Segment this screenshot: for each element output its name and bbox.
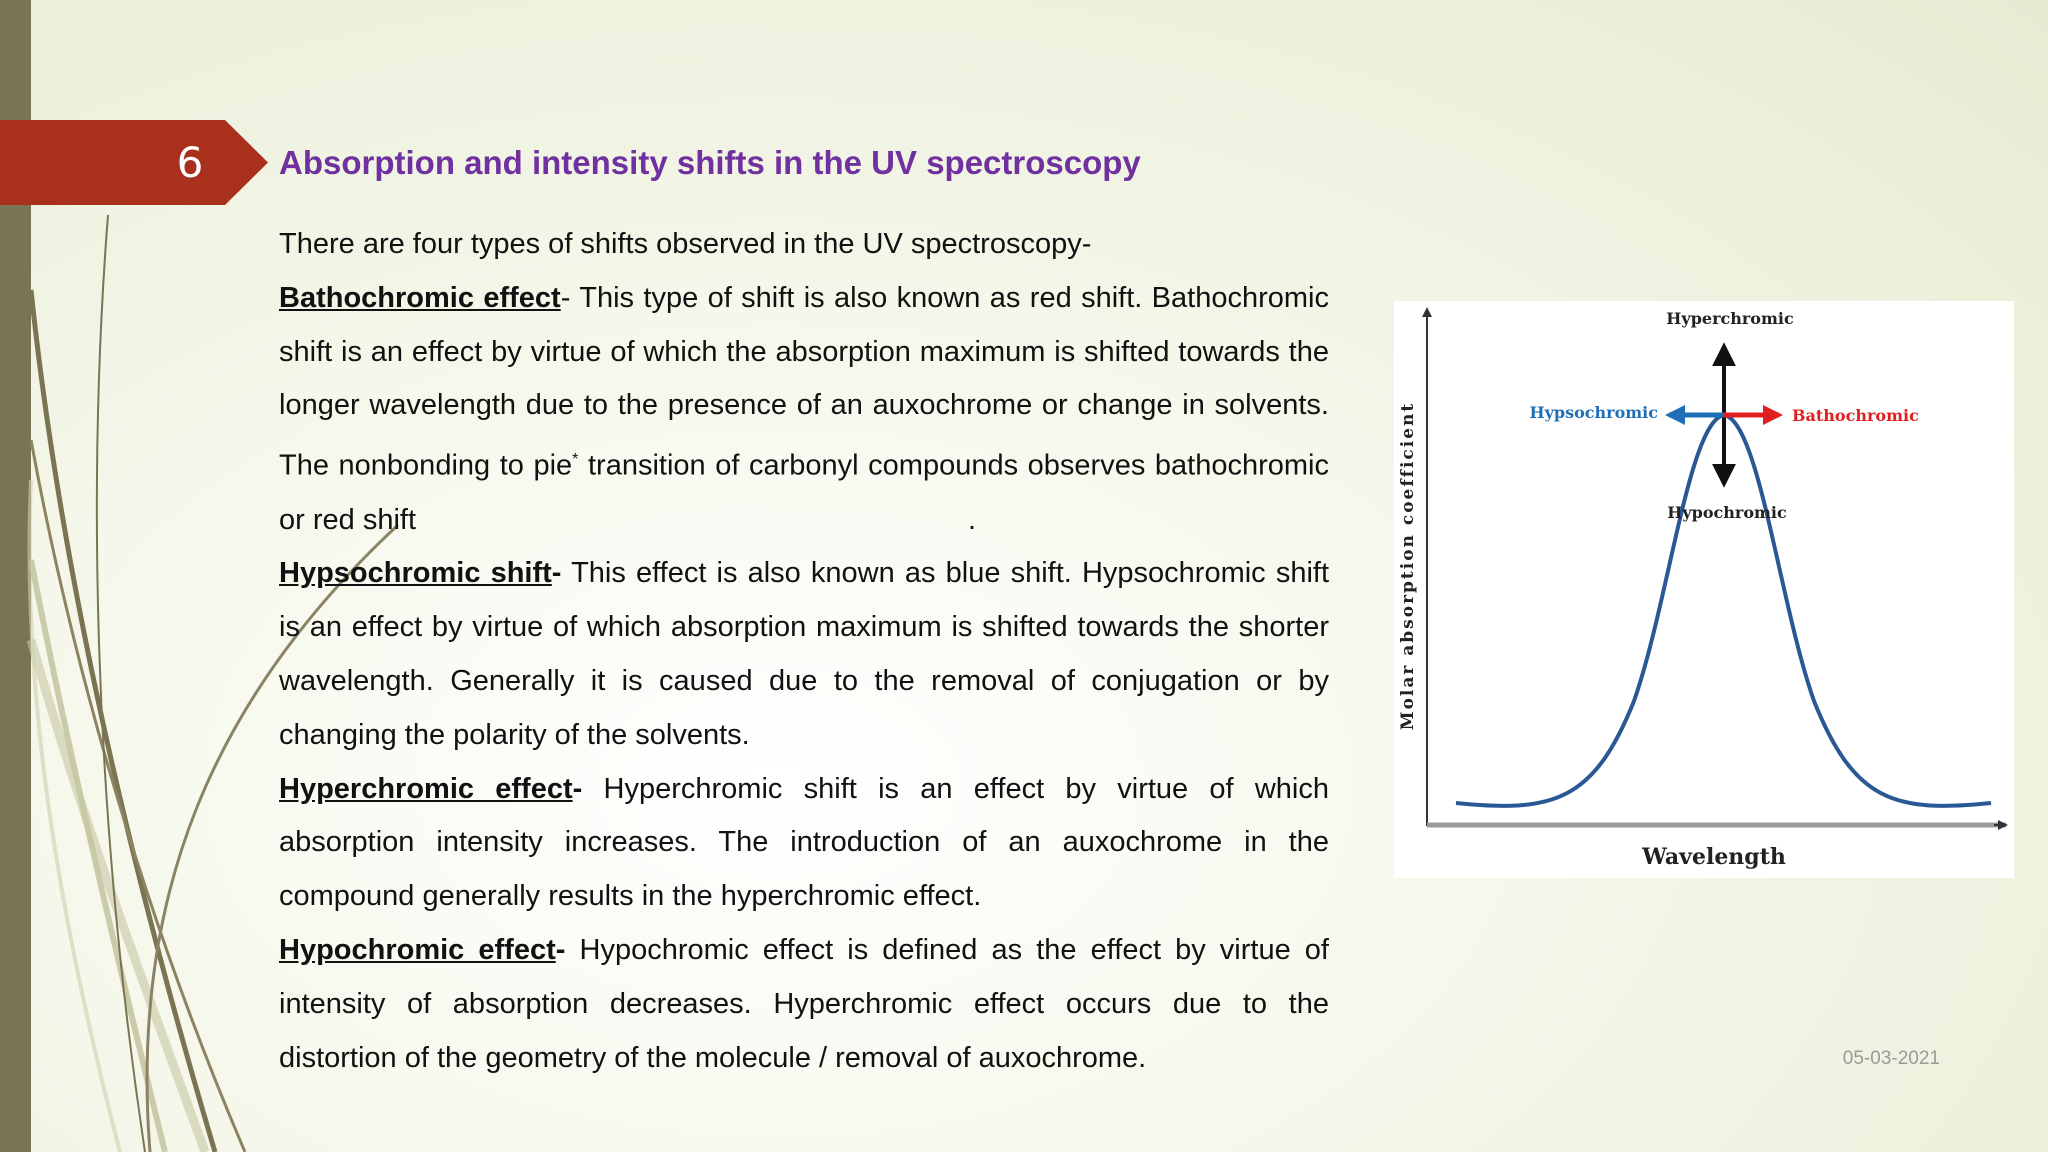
- bathochromic-text2: transition of carbonyl compounds observes bathochromic or red shift: [279, 449, 1329, 536]
- absorption-shift-figure: [1394, 301, 2014, 878]
- absorption-shift-diagram: [1394, 301, 2014, 878]
- hyperchromic-term: Hyperchromic effect: [279, 772, 573, 805]
- hyperchromic-text: Hyperchromic shift is an effect by virtue of which absorption intensity increases. The introduction of an auxochrome in the compound generally results in the hyperchromic effect.: [279, 772, 1330, 913]
- slide-title: Absorption and intensity shifts in the UV spectroscopy: [279, 144, 1141, 181]
- hypochromic-dash: -: [555, 934, 566, 967]
- intro-paragraph: There are four types of shifts observed in the UV spectroscopy-: [279, 228, 1092, 260]
- hypochromic-text: Hypochromic effect is defined as the effect by virtue of intensity of absorption decreases. Hyperchromic effect occurs due to the distortion of the geometry of the molecule / removal of auxochrome.: [279, 934, 1329, 1074]
- bathochromic-dash: -: [560, 281, 571, 314]
- slide-content: [279, 218, 1329, 1085]
- hypochromic-paragraph: [279, 924, 1329, 1085]
- label-hypochromic: Hypochromic: [1667, 503, 1787, 522]
- hypsochromic-dash: -: [551, 557, 562, 590]
- bathochromic-paragraph: [279, 272, 1329, 548]
- hypochromic-term: Hypochromic effect: [279, 934, 556, 967]
- label-hypsochromic: Hypsochromic: [1529, 403, 1658, 422]
- bathochromic-term: Bathochromic effect: [279, 281, 561, 314]
- label-hyperchromic: Hyperchromic: [1666, 309, 1794, 328]
- x-axis-label: Wavelength: [1642, 844, 1786, 870]
- hypsochromic-paragraph: [279, 547, 1329, 762]
- hypsochromic-term: Hypsochromic shift: [279, 557, 552, 590]
- hyperchromic-paragraph: [279, 763, 1329, 924]
- y-axis-label: Molar absorption coefficient: [1398, 401, 1418, 731]
- slide-number-banner: [0, 120, 270, 205]
- bathochromic-trailing: .: [967, 503, 976, 536]
- slide-date: 05-03-2021: [1842, 1048, 1940, 1069]
- bathochromic-superscript: *: [572, 451, 579, 469]
- label-bathochromic: Bathochromic: [1792, 406, 1919, 425]
- bathochromic-text1: This type of shift is also known as red shift. Bathochromic shift is an effect by virtue of which the absorption maximum is shifted towards the longer wavelength due to the presence of an auxochrome or change in solvents. The nonbonding to pie: [279, 281, 1329, 482]
- hyperchromic-dash: -: [572, 772, 583, 805]
- slide-number: 6: [176, 138, 204, 187]
- hypsochromic-text: This effect is also known as blue shift. Hypsochromic shift is an effect by virtue of which absorption maximum is shifted towards the shorter wavelength. Generally it is caused due to the removal of conjugation or by changing the polarity of the solvents.: [279, 557, 1329, 751]
